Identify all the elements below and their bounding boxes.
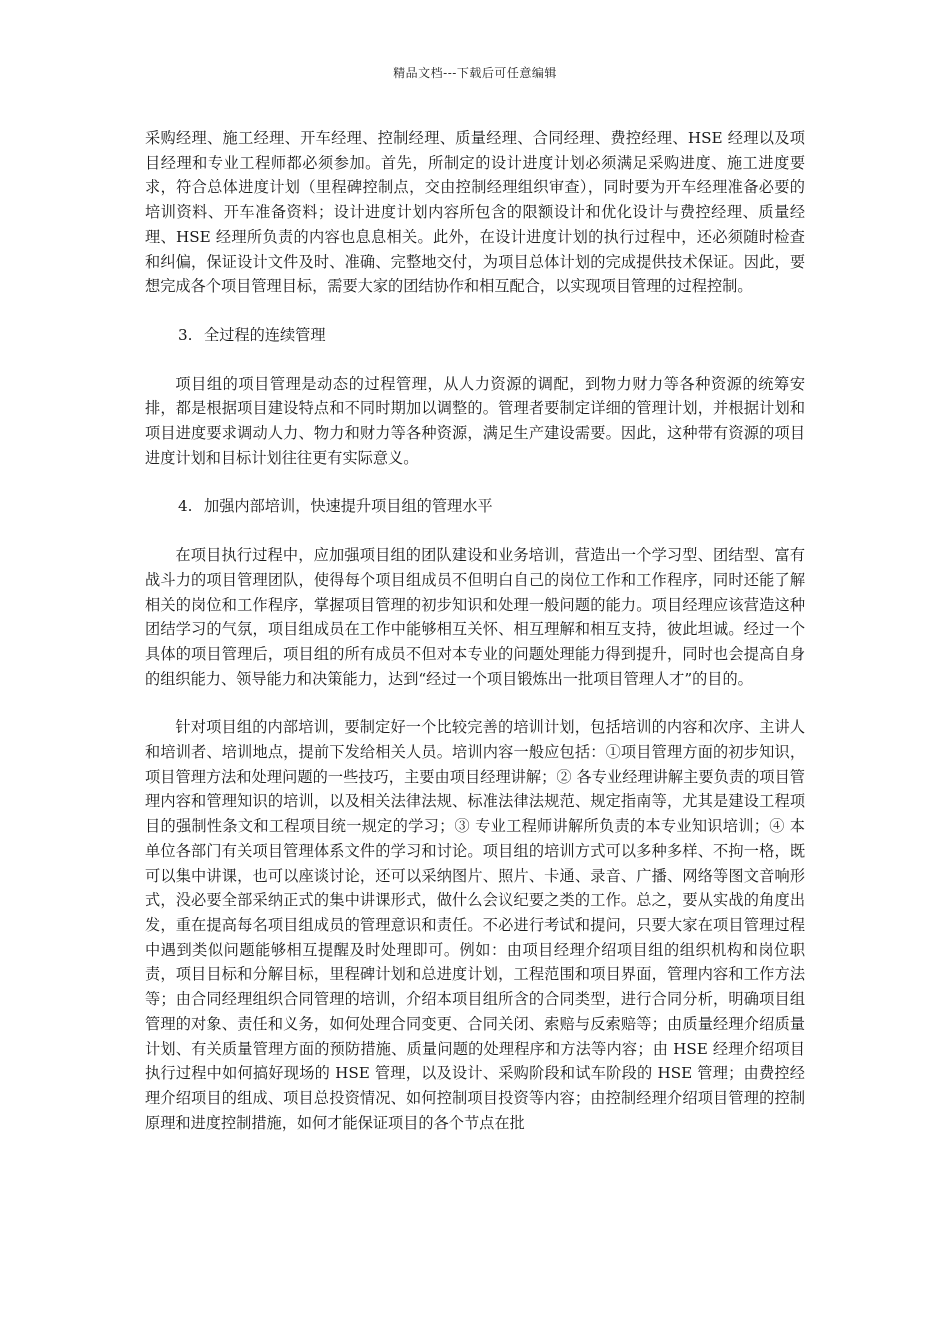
- document-body: [145, 126, 805, 1135]
- section-number: 3.: [178, 325, 193, 344]
- paragraph-2: 项目组的项目管理是动态的过程管理，从人力资源的调配，到物力财力等各种资源的统筹安排，都是根据项目建设特点和不同时期加以调整的。管理者要制定详细的管理计划，并根据计划和项目进度要求调动人力、物力和财力等各种资源，满足生产建设需要。因此，这种带有资源的项目进度计划和目标计划往往更有实际意义。: [145, 374, 805, 467]
- page-header: 精品文档---下载后可任意编辑: [393, 66, 557, 80]
- section-title: 全过程的连续管理: [204, 325, 326, 344]
- paragraph-gap: [145, 299, 805, 323]
- section-heading-3: [145, 323, 805, 348]
- section-number: 4.: [178, 497, 193, 516]
- section-heading-4: [145, 494, 805, 519]
- section-title: 加强内部培训，快速提升项目组的管理水平: [204, 497, 493, 516]
- paragraph-4: 针对项目组的内部培训，要制定好一个比较完善的培训计划，包括培训的内容和次序、主讲人和培训者、培训地点，提前下发给相关人员。培训内容一般应包括：①项目管理方面的初步知识，项目管理方法和处理问题的一些技巧，主要由项目经理讲解；② 各专业经理讲解主要负责的项目管理内容和管理知识的培训，以及相关法律法规、标准法律法规范、规定指南等，尤其是建设工程项目的强制性条文和工程项目统一规定的学习；③ 专业工程师讲解所负责的本专业知识培训；④ 本单位各部门有关项目管理体系文件的学习和讨论。项目组的培训方式可以多种多样、不拘一格，既可以集中讲课，也可以座谈讨论，还可以采纳图片、照片、卡通、录音、广播、网络等图文音响形式，没必要全部采纳正式的集中讲课形式，做什么会议纪要之类的工作。总之，要从实战的角度出发，重在提高每名项目组成员的管理意识和责任。不必进行考试和提问，只要大家在项目管理过程中遇到类似问题能够相互提醒及时处理即可。例如：由项目经理介绍项目组的组织机构和岗位职责，项目目标和分解目标，里程碑计划和总进度计划，工程范围和项目界面，管理内容和工作方法等；由合同经理组织合同管理的培训，介绍本项目组所含的合同类型，进行合同分析，明确项目组管理的对象、责任和义务，如何处理合同变更、合同关闭、索赔与反索赔等；由质量经理介绍质量计划、有关质量管理方面的预防措施、质量问题的处理程序和方法等内容；由 HSE 经理介绍项目执行过程中如何搞好现场的 HSE 管理，以及设计、采购阶段和试车阶段的 HSE 管理；由费控经理介绍项目的组成、项目总投资情况、如何控制项目投资等内容；由控制经理介绍项目管理的控制原理和进度控制措施，如何才能保证项目的各个节点在批: [145, 718, 805, 1132]
- paragraph-gap: [145, 519, 805, 543]
- paragraph-gap: [145, 470, 805, 494]
- paragraph-1: 采购经理、施工经理、开车经理、控制经理、质量经理、合同经理、费控经理、HSE 经理以及项目经理和专业工程师都必须参加。首先，所制定的设计进度计划必须满足采购进度、施工进度要求，符合总体进度计划（里程碑控制点，交由控制经理组织审查），同时要为开车经理准备必要的培训资料、开车准备资料；设计进度计划内容所包含的限额设计和优化设计与费控经理、质量经理、HSE 经理所负责的内容也息息相关。此外，在设计进度计划的执行过程中，还必须随时检查和纠偏，保证设计文件及时、准确、完整地交付，为项目总体计划的完成提供技术保证。因此，要想完成各个项目管理目标，需要大家的团结协作和相互配合，以实现项目管理的过程控制。: [145, 129, 805, 296]
- paragraph-gap: [145, 348, 805, 372]
- paragraph-3: 在项目执行过程中，应加强项目组的团队建设和业务培训，营造出一个学习型、团结型、富有战斗力的项目管理团队，使得每个项目组成员不但明白自己的岗位工作和工作程序，同时还能了解相关的岗位和工作程序，掌握项目管理的初步知识和处理一般问题的能力。项目经理应该营造这种团结学习的气氛，项目组成员在工作中能够相互关怀、相互理解和相互支持，彼此坦诚。经过一个具体的项目管理后，项目组的所有成员不但对本专业的问题处理能力得到提升，同时也会提高自身的组织能力、领导能力和决策能力，达到“经过一个项目锻炼出一批项目管理人才”的目的。: [145, 546, 805, 688]
- paragraph-gap: [145, 691, 805, 715]
